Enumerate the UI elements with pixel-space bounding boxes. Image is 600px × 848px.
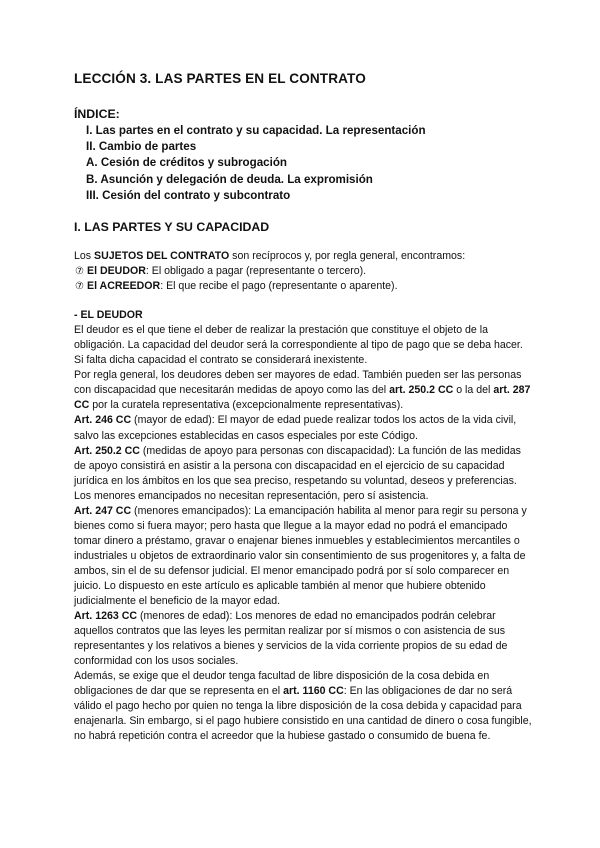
paragraph-text: (mayor de edad): El mayor de edad puede realizar todos los actos de la vida civil, salvo las excepciones establecidas en casos especiales por este Código. — [74, 414, 517, 442]
paragraph-text: por la curatela representativa (excepcionalmente representativas). — [89, 399, 404, 412]
paragraph — [74, 413, 534, 443]
list-item-bold: El DEUDOR — [87, 265, 146, 278]
circled-seven-bullet-icon: ⑦ — [75, 266, 84, 278]
article-ref: Art. 250.2 CC — [74, 444, 140, 457]
article-ref: Art. 1263 CC — [74, 610, 137, 623]
section-heading: I. LAS PARTES Y SU CAPACIDAD — [74, 220, 270, 234]
paragraph — [74, 609, 534, 669]
paragraph: El deudor es el que tiene el deber de realizar la prestación que constituye el objeto de la obligación. La capacidad del deudor será la correspondiente al tipo de pago que se deba hacer. Si falta dicha capacidad el contrato se considerará inexistente. — [74, 324, 523, 367]
paragraph — [74, 504, 534, 609]
article-ref: Art. 246 CC — [74, 414, 132, 427]
paragraph-text: (menores emancipados): La emancipación habilita al menor para regir su persona y bienes como si fuera mayor; pero hasta que llegue a la mayor edad no podrá el emancipado tomar dinero a préstamo, gravar o enajenar bienes inmuebles y establecimientos mercantiles o industriales u objetos de extraordinario valor sin consentimiento de sus progenitores y, a falta de ambos, sin el de su defensor judicial. El menor emancipado podrá por sí solo comparecer en juicio. Lo dispuesto en este artículo es aplicable también al menor que hubiere obtenido judicialmente el beneficio de la mayor edad. — [74, 504, 527, 608]
index-heading: ÍNDICE: — [74, 107, 120, 121]
subheading-text: - EL DEUDOR — [74, 309, 143, 322]
intro-text: Los — [74, 250, 95, 262]
section-body — [74, 249, 534, 745]
index-item: I. Las partes en el contrato y su capacidad. La representación — [86, 124, 426, 137]
page-title: LECCIÓN 3. LAS PARTES EN EL CONTRATO — [74, 71, 366, 86]
index-list — [74, 123, 426, 204]
intro-text: son recíprocos y, por regla general, encontramos: — [229, 250, 466, 262]
list-item-text: : El obligado a pagar (representante o tercero). — [145, 265, 367, 278]
paragraph — [74, 444, 534, 489]
article-ref: art. 287 CC — [74, 384, 531, 412]
paragraph-text: Por regla general, los deudores deben ser mayores de edad. También pueden ser las personas con discapacidad que necesitarán medidas de apoyo como las del — [74, 369, 522, 397]
article-ref: Art. 247 CC — [74, 504, 132, 517]
paragraph-text: (medidas de apoyo para personas con discapacidad): La función de las medidas de apoyo consistirá en asistir a la persona con discapacidad en el ejercicio de su capacidad jurídica en los ámbitos en los que sea preciso, respetando su voluntad, deseos y preferencias. — [74, 444, 521, 487]
list-item-deudor — [74, 264, 534, 279]
paragraph-text: o la del — [453, 384, 494, 397]
article-ref: art. 250.2 CC — [389, 384, 454, 397]
article-ref: art. 1160 CC — [283, 685, 344, 698]
paragraph: Los menores emancipados no necesitan representación, pero sí asistencia. — [74, 489, 429, 502]
intro-bold: SUJETOS DEL CONTRATO — [94, 250, 230, 262]
circled-seven-bullet-icon: ⑦ — [75, 281, 84, 293]
list-item-acreedor — [74, 279, 534, 294]
list-item-text: : El que recibe el pago (representante o aparente). — [160, 280, 398, 293]
paragraph — [74, 368, 534, 413]
paragraph — [74, 669, 534, 744]
index-item: II. Cambio de partes — [86, 140, 197, 154]
subheading-deudor — [74, 308, 534, 323]
intro-paragraph — [74, 249, 534, 264]
list-item-bold: El ACREEDOR — [87, 280, 161, 293]
paragraph-text: : En las obligaciones de dar no será válido el pago hecho por quien no tenga la libre disposición de la cosa debida y capacidad para enajenarla. Sin embargo, si el pago hubiere consistido en una cantidad de dinero o cosa fungible, no habrá repetición contra el acreedor que la hubiese gastado o consumido de buena fe. — [74, 685, 532, 743]
index-item: B. Asunción y delegación de deuda. La expromisión — [86, 172, 373, 186]
paragraph-text: Además, se exige que el deudor tenga facultad de libre disposición de la cosa debida en obligaciones de dar que se representa en el — [74, 670, 490, 698]
index-item: III. Cesión del contrato y subcontrato — [86, 188, 291, 202]
paragraph-text: (menores de edad): Los menores de edad no emancipados podrán celebrar aquellos contratos que las leyes les permitan realizar por sí mismos o con asistencia de sus representantes y los relativos a bienes y servicios de la vida corriente propios de su edad de conformidad con los usos sociales. — [74, 610, 508, 668]
spacer — [74, 294, 534, 308]
index-item: A. Cesión de créditos y subrogación — [86, 156, 287, 170]
